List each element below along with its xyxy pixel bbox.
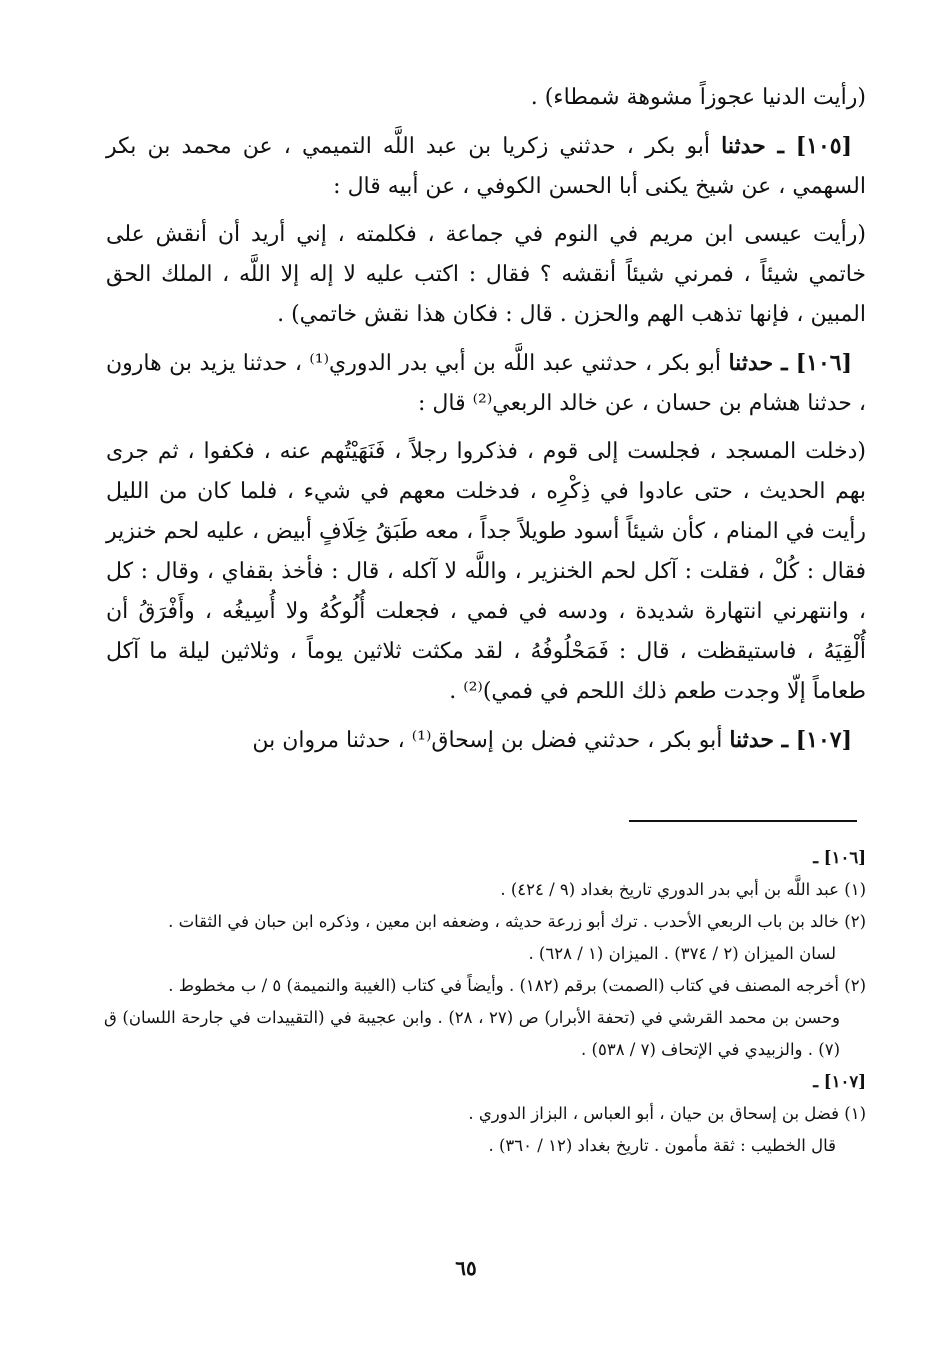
paragraph-text: أبو بكر ، حدثني فضل بن إسحاق⁽¹⁾ ، حدثنا مروان بن xyxy=(252,728,730,753)
paragraph-quote-105 xyxy=(106,215,866,335)
paragraph-hadith-105 xyxy=(106,126,866,207)
paragraph-text: (رأيت الدنيا عجوزاً مشوهة شمطاء) . xyxy=(530,85,866,110)
paragraph-text: (دخلت المسجد ، فجلست إلى قوم ، فذكروا رجلاً ، فَنَهَيْتُهم عنه ، فكفوا ، ثم جرى بهم الحديث ، حتى عادوا في ذِكْرِه ، فدخلت معهم في شيء ، فلما كان من الليل رأيت في المنام ، كأن شيئاً أسود طويلاً جداً ، معه طَبَقُ خِلَافٍ أبيض ، عليه لحم خنزير فقال : كُلْ ، فقلت : آكل لحم الخنزير ، واللَّه لا آكله ، قال : فأخذ بقفاي ، وقال : كل ، وانتهرني انتهارة شديدة ، ودسه في فمي ، فجعلت أُلُوكُهُ ولا أُسِيغُه ، وأَفْرَقُ أن أُلْقِيَهُ ، فاستيقظت ، قال : فَمَحْلُوفُهُ ، لقد مكثت ثلاثين يوماً ، وثلاثين ليلة ما آكل طعاماً إلّا وجدت طعم ذلك اللحم في فمي)⁽²⁾ . xyxy=(106,439,866,704)
page-number: ٦٥ xyxy=(455,1256,477,1280)
hadith-number: [١٠٦] ـ حدثنا xyxy=(728,350,852,376)
footnote-continuation: وحسن بن محمد القرشي في (تحفة الأبرار) ص (٢٧ ، ٢٨) . وابن عجيبة في (التقييدات في جارحة اللسان) ق (٧) . والزبيدي في الإتحاف (٧ / ٥٣٨) . xyxy=(104,1008,840,1059)
footnote-item: (١) فضل بن إسحاق بن حيان ، أبو العباس ، البزاز الدوري . xyxy=(468,1104,866,1123)
paragraph-hadith-107 xyxy=(106,720,866,761)
footnote-item: (١) عبد اللَّه بن أبي بدر الدوري تاريخ بغداد (٩ / ٤٢٤) . xyxy=(500,880,866,899)
paragraph-text: أبو بكر ، حدثني زكريا بن عبد اللَّه التميمي ، عن محمد بن بكر السهمي ، عن شيخ يكنى أبا الحسن الكوفي ، عن أبيه قال : xyxy=(106,134,866,199)
footnote-group-label: [١٠٦] ـ xyxy=(813,848,866,867)
hadith-number: [١٠٥] ـ حدثنا xyxy=(721,133,852,159)
footnote-continuation: لسان الميزان (٢ / ٣٧٤) . الميزان (١ / ٦٢٨) . xyxy=(528,944,836,963)
footnote-item: (٢) خالد بن باب الربعي الأحدب . ترك أبو زرعة حديثه ، وضعفه ابن معين ، وذكره ابن حبان في الثقات . xyxy=(168,912,866,931)
main-text xyxy=(106,78,866,769)
paragraph-hadith-106 xyxy=(106,343,866,424)
footnote-continuation: قال الخطيب : ثقة مأمون . تاريخ بغداد (١٢ / ٣٦٠) . xyxy=(488,1136,836,1155)
footnotes xyxy=(104,842,866,1162)
paragraph-quote-106 xyxy=(106,432,866,712)
paragraph-text: أبو بكر ، حدثني عبد اللَّه بن أبي بدر الدوري⁽¹⁾ ، حدثنا يزيد بن هارون ، حدثنا هشام بن حسان ، عن خالد الربعي⁽²⁾ قال : xyxy=(106,351,866,416)
footnote-item: (٢) أخرجه المصنف في كتاب (الصمت) برقم (١٨٢) . وأيضاً في كتاب (الغيبة والنميمة) ٥ / ب مخطوط . xyxy=(168,976,866,995)
hadith-number: [١٠٧] ـ حدثنا xyxy=(729,727,852,753)
footnote-divider xyxy=(629,820,857,822)
paragraph-text: (رأيت عيسى ابن مريم في النوم في جماعة ، فكلمته ، إني أريد أن أنقش على خاتمي شيئاً ، فمرني شيئاً أنقشه ؟ فقال : اكتب عليه لا إله إلا اللَّه ، الملك الحق المبين ، فإنها تذهب الهم والحزن . قال : فكان هذا نقش خاتمي) . xyxy=(106,222,866,327)
paragraph-quote-104 xyxy=(106,78,866,118)
footnote-group-label: [١٠٧] ـ xyxy=(813,1072,866,1091)
